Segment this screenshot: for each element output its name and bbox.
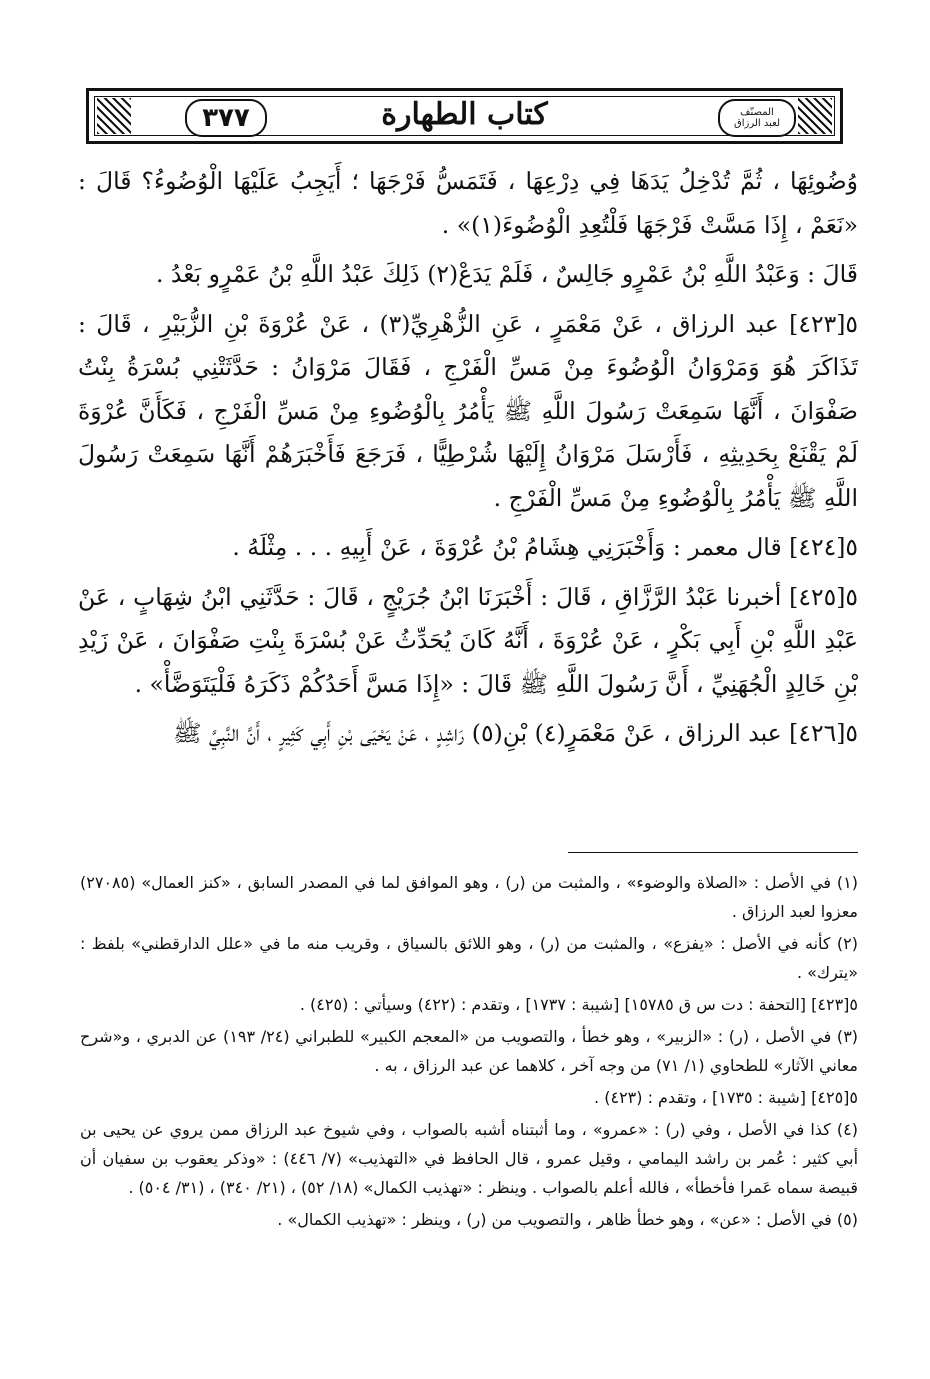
paragraph-1: وُضُوئِهَا ، ثُمَّ تُدْخِلُ يَدَهَا فِي دِرْعِهَا ، فَتَمَسُّ فَرْجَهَا ؛ أَيَجِبُ عَلَيْهَا الْوُضُوءُ؟ قَالَ : «نَعَمْ ، إِذَا مَسَّتْ فَرْجَهَا فَلْتُعِدِ الْوُضُوءَ(١)» . (78, 167, 858, 239)
footnotes (80, 868, 858, 1237)
footnote-divider (568, 852, 858, 853)
hadith-425: ٥[٤٢٥] أخبرنا عَبْدُ الرَّزَّاقِ ، قَالَ : أَخْبَرَنَا ابْنُ جُرَيْجٍ ، قَالَ : حَدَّثَنِي ابْنُ شِهَابٍ ، عَنْ عَبْدِ اللَّهِ بْنِ أَبِي بَكْرٍ ، عَنْ عُرْوَةَ ، أَنَّهُ كَانَ يُحَدِّثُ عَنْ بُسْرَةَ بِنْتِ صَفْوَانَ ، عَنْ زَيْدِ بْنِ خَالِدٍ الْجُهَنِيِّ ، أَنَّ رَسُولَ اللَّهِ ﷺ قَالَ : «إِذَا مَسَّ أَحَدُكُمْ ذَكَرَهُ فَلْيَتَوَضَّأْ» . (78, 582, 858, 698)
paragraph-2: قَالَ : وَعَبْدُ اللَّهِ بْنُ عَمْرٍو جَالِسٌ ، فَلَمْ يَدَعْ(٢) ذَلِكَ عَبْدُ اللَّهِ بْنُ عَمْرٍو بَعْدُ . (155, 260, 858, 288)
main-text (78, 160, 858, 762)
hadith-426: ٥[٤٢٦] عبد الرزاق ، عَنْ مَعْمَرٍ(٤) بْنِ(٥) رَاشِدٍ ، عَنْ يَحْيَى بْنِ أَبِي كَثِيرٍ ، أَنَّ النَّبِيَّ ﷺ (173, 719, 858, 747)
note-423: ٥[٤٢٣] [التحفة : دت س ق ١٥٧٨٥] [شيبة : ١٧٣٧] ، وتقدم : (٤٢٢) وسيأتي : (٤٢٥) . (299, 995, 858, 1014)
note-425: ٥[٤٢٥] [شيبة : ١٧٣٥] ، وتقدم : (٤٢٣) . (594, 1088, 858, 1107)
page-header (86, 88, 843, 144)
book-emblem-line2: لعبد الرزاق (733, 118, 781, 129)
book-emblem-line1: المصنّف (740, 107, 774, 118)
footnote-2: (٢) كأنه في الأصل : «يفزع» ، والمثبت من (ر) ، وهو اللائق بالسياق ، وقريب منه ما في «علل الدارقطني» بلفظ : «يترك» . (80, 934, 858, 982)
book-emblem (718, 99, 796, 137)
page-number: ٣٧٧ (185, 99, 267, 137)
footnote-3: (٣) في الأصل ، (ر) : «الزبير» ، وهو خطأ ، والتصويب من «المعجم الكبير» للطبراني (٢٤/ ١٩٣) عن الدبري ، و«شرح معاني الآثار» للطحاوي (١/ ٧١) من وجه آخر ، كلاهما عن عبد الرزاق ، به . (80, 1027, 859, 1075)
footnote-5: (٥) في الأصل : «عن» ، وهو خطأ ظاهر ، والتصويب من (ر) ، وينظر : «تهذيب الكمال» . (277, 1210, 858, 1229)
footnote-4: (٤) كذا في الأصل ، وفي (ر) : «عمرو» ، وما أثبتناه أشبه بالصواب ، وفي شيوخ عبد الرزاق ممن يروي عن يحيى بن أبي كثير : عُمر بن راشد اليمامي ، وقيل عمرو ، قال الحافظ في «التهذيب» (٧/ ٤٤٦) : «وذكر يعقوب بن سفيان أن قبيصة سماه عَمرا فأخطأ» ، فالله أعلم بالصواب . وينظر : «تهذيب الكمال» (١٨/ ٥٢) ، (٢١/ ٣٤٠) ، (٣١/ ٥٠٤) . (80, 1120, 859, 1197)
chapter-title: كتاب الطهارة (381, 97, 548, 132)
footnote-1: (١) في الأصل : «الصلاة والوضوء» ، والمثبت من (ر) ، وهو الموافق لما في المصدر السابق ، «كنز العمال» (٢٧٠٨٥) معزوا لعبد الرزاق . (80, 873, 858, 921)
hadith-424: ٥[٤٢٤] قال معمر : وَأَخْبَرَنِي هِشَامُ بْنُ عُرْوَةَ ، عَنْ أَبِيهِ . . . مِثْلَهُ . (232, 533, 858, 561)
hadith-423: ٥[٤٢٣] عبد الرزاق ، عَنْ مَعْمَرٍ ، عَنِ الزُّهْرِيِّ(٣) ، عَنْ عُرْوَةَ بْنِ الزُّبَيْرِ ، قَالَ : تَذَاكَرَ هُوَ وَمَرْوَانُ الْوُضُوءَ مِنْ مَسِّ الْفَرْجِ ، فَقَالَ مَرْوَانُ : حَدَّثَتْنِي بُسْرَةُ بِنْتُ صَفْوَانَ ، أَنَّهَا سَمِعَتْ رَسُولَ اللَّهِ ﷺ يَأْمُرُ بِالْوُضُوءِ مِنْ مَسِّ الْفَرْجِ ، فَكَأَنَّ عُرْوَةَ لَمْ يَقْنَعْ بِحَدِيثِهِ ، فَأَرْسَلَ مَرْوَانُ إِلَيْهَا شُرْطِيًّا ، فَرَجَعَ فَأَخْبَرَهُمْ أَنَّهَا سَمِعَتْ رَسُولَ اللَّهِ ﷺ يَأْمُرُ بِالْوُضُوءِ مِنْ مَسِّ الْفَرْجِ . (78, 309, 858, 512)
